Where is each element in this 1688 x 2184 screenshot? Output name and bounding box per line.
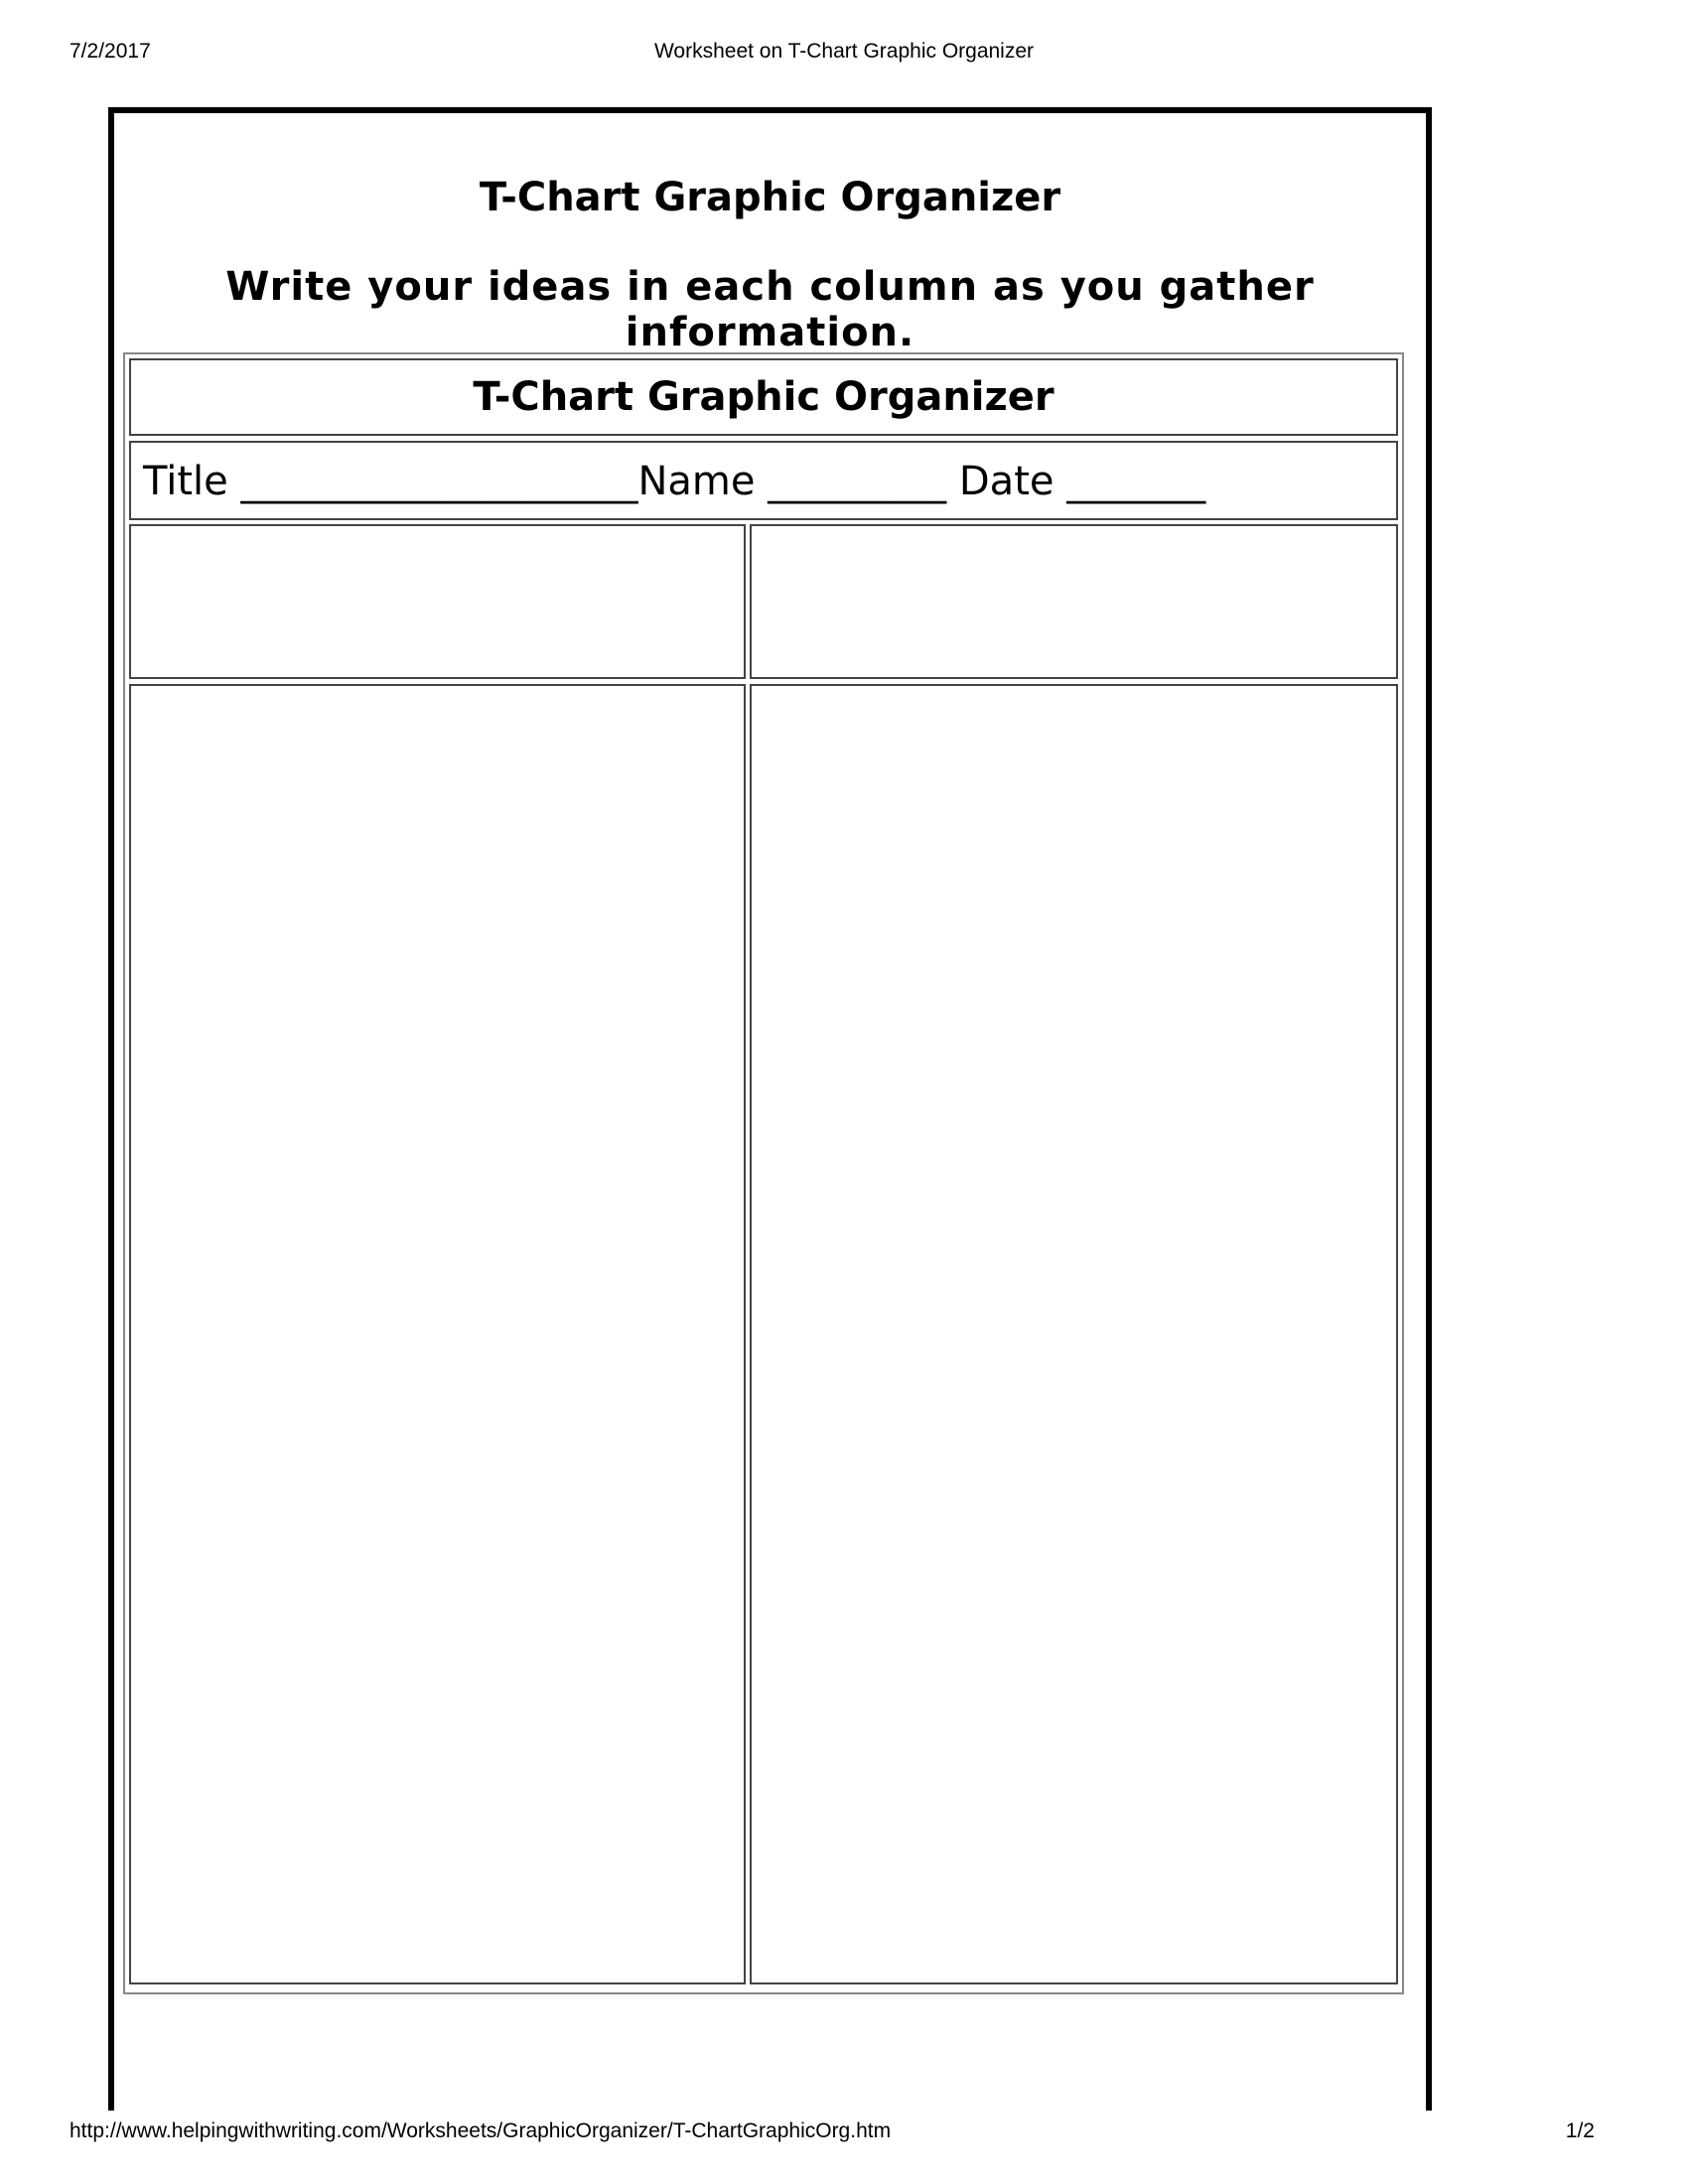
print-date: 7/2/2017: [70, 40, 151, 63]
right-column-body-cell[interactable]: [750, 684, 1398, 1984]
right-column-heading-cell[interactable]: [750, 524, 1398, 679]
t-chart-title: T-Chart Graphic Organizer: [129, 358, 1398, 436]
worksheet-instructions: Write your ideas in each column as you gather information.: [225, 264, 1315, 355]
print-footer: [70, 2119, 1618, 2149]
t-chart-fields-row: [129, 441, 1398, 520]
t-chart-table: [123, 352, 1404, 1994]
page-number: 1/2: [1565, 2119, 1595, 2142]
print-header: [70, 40, 1618, 69]
left-column-body-cell[interactable]: [129, 684, 746, 1984]
worksheet-frame: [108, 107, 1432, 2111]
left-column-heading-cell[interactable]: [129, 524, 746, 679]
title-name-date-fields: Title ____________________Name _________ Date _______: [143, 459, 1206, 504]
print-document-title: Worksheet on T-Chart Graphic Organizer: [653, 40, 1035, 63]
source-url: http://www.helpingwithwriting.com/Worksheets/GraphicOrganizer/T-ChartGraphicOrg.htm: [70, 2119, 892, 2142]
worksheet-title: T-Chart Graphic Organizer: [479, 175, 1061, 220]
